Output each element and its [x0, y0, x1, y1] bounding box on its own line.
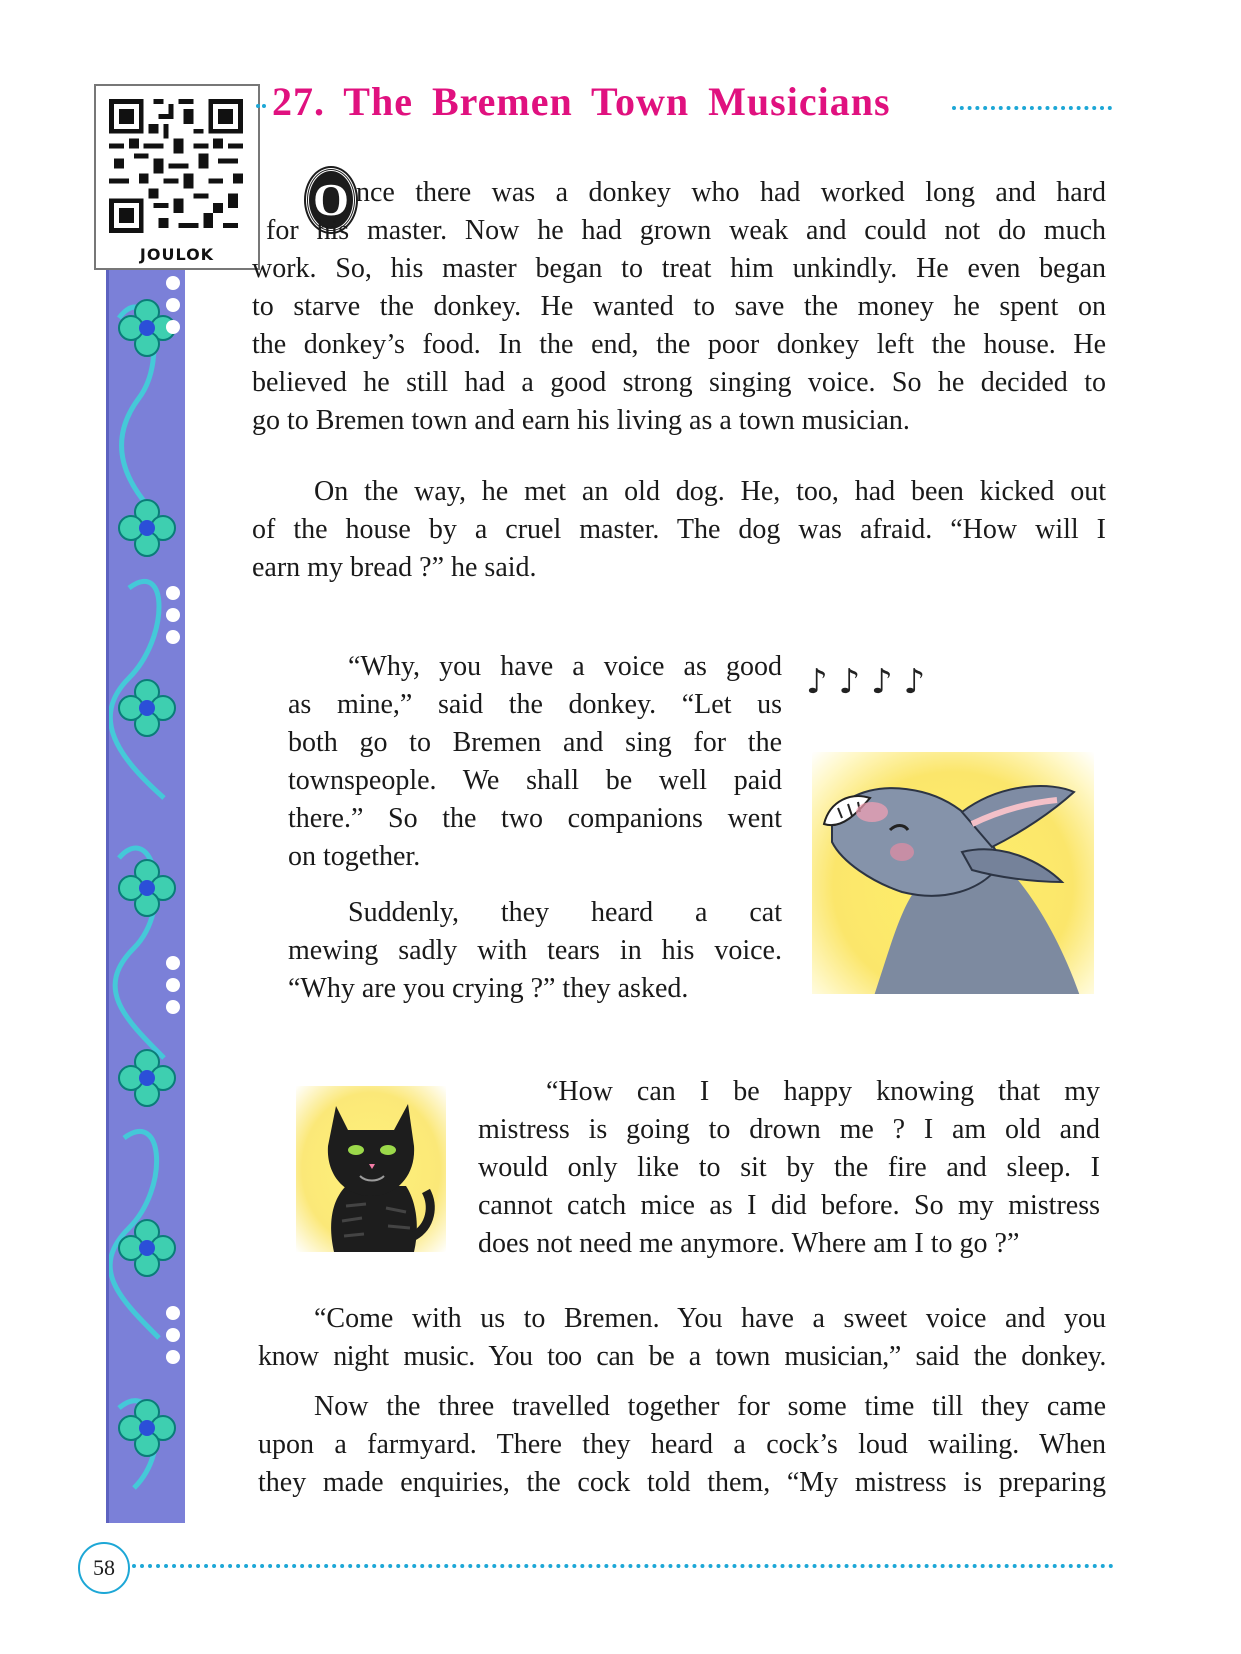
flower-ornament-icon — [117, 1398, 177, 1458]
flower-ornament-icon — [117, 1048, 177, 1108]
qr-code-block[interactable] — [94, 84, 260, 270]
text-line: mistress is going to drown me ? I am old and — [478, 1114, 1100, 1145]
text-line: to starve the donkey. He wanted to save the money he spent on — [252, 291, 1106, 322]
paragraph-5 — [478, 1073, 1100, 1263]
text-line: believed he still had a good strong singing voice. So he decided to — [252, 367, 1106, 398]
text-line: would only like to sit by the fire and sleep. I — [478, 1152, 1100, 1183]
decorative-border-strip — [106, 258, 185, 1523]
paragraph-3 — [288, 648, 782, 876]
title-dots-left — [256, 104, 266, 108]
pearl-dots-column — [163, 1298, 183, 1372]
text-line: On the way, he met an old dog. He, too, had been kicked out — [314, 476, 1106, 507]
text-line: “How can I be happy knowing that my — [546, 1076, 1100, 1107]
text-line: upon a farmyard. There they heard a cock’s loud wailing. When — [258, 1429, 1106, 1460]
qr-label: JOULOK — [139, 245, 215, 264]
pearl-dots-column — [163, 268, 183, 342]
text-line: townspeople. We shall be well paid — [288, 765, 782, 796]
text-line: both go to Bremen and sing for the — [288, 727, 782, 758]
title-dots-right — [952, 106, 1112, 110]
black-cat-icon — [296, 1086, 446, 1252]
text-line: does not need me anymore. Where am I to go ?” — [478, 1228, 1020, 1259]
text-line: mewing sadly with tears in his voice. — [288, 935, 782, 966]
text-line: “Come with us to Bremen. You have a sweet voice and you — [314, 1303, 1106, 1334]
cat-illustration — [296, 1086, 446, 1252]
pearl-dots-column — [163, 578, 183, 652]
text-line: nce there was a donkey who had worked long and hard — [356, 177, 1106, 208]
text-line: on together. — [288, 841, 421, 872]
paragraph-6 — [258, 1300, 1106, 1376]
text-line: know night music. You too can be a town musician,” said the donkey. — [258, 1341, 1106, 1372]
text-line: go to Bremen town and earn his living as a town musician. — [252, 405, 910, 436]
page-number: 58 — [78, 1542, 130, 1594]
text-line: work. So, his master began to treat him unkindly. He even began — [252, 253, 1106, 284]
flower-ornament-icon — [117, 858, 177, 918]
drop-cap: O — [306, 168, 356, 232]
text-line: cannot catch mice as I did before. So my mistress — [478, 1190, 1100, 1221]
singing-donkey-icon — [812, 752, 1094, 994]
music-notes-icon: ♪ ♪ ♪ ♪ — [806, 662, 926, 702]
paragraph-7 — [258, 1388, 1106, 1502]
donkey-illustration — [806, 662, 1094, 994]
text-line: as mine,” said the donkey. “Let us — [288, 689, 782, 720]
text-line: there.” So the two companions went — [288, 803, 782, 834]
pearl-dots-column — [163, 948, 183, 1022]
flower-ornament-icon — [117, 678, 177, 738]
flower-ornament-icon — [117, 498, 177, 558]
text-line: they made enquiries, the cock told them, “My mistress is preparing — [258, 1467, 1106, 1498]
paragraph-2 — [252, 473, 1106, 587]
text-line: “Why are you crying ?” they asked. — [288, 973, 689, 1004]
page-title: 27. The Bremen Town Musicians — [272, 79, 891, 124]
paragraph-1 — [252, 174, 1106, 440]
text-line: Now the three travelled together for some time till they came — [314, 1391, 1106, 1422]
text-line: for his master. Now he had grown weak and could not do much — [266, 215, 1106, 246]
text-line: the donkey’s food. In the end, the poor donkey left the house. He — [252, 329, 1106, 360]
qr-code-icon — [104, 94, 248, 238]
footer-dots — [132, 1564, 1114, 1568]
text-line: “Why, you have a voice as good — [348, 651, 782, 682]
text-line: Suddenly, they heard a cat — [348, 897, 782, 928]
paragraph-4 — [288, 894, 782, 1008]
text-line: earn my bread ?” he said. — [252, 552, 537, 583]
flower-ornament-icon — [117, 1218, 177, 1278]
text-line: of the house by a cruel master. The dog was afraid. “How will I — [252, 514, 1106, 545]
